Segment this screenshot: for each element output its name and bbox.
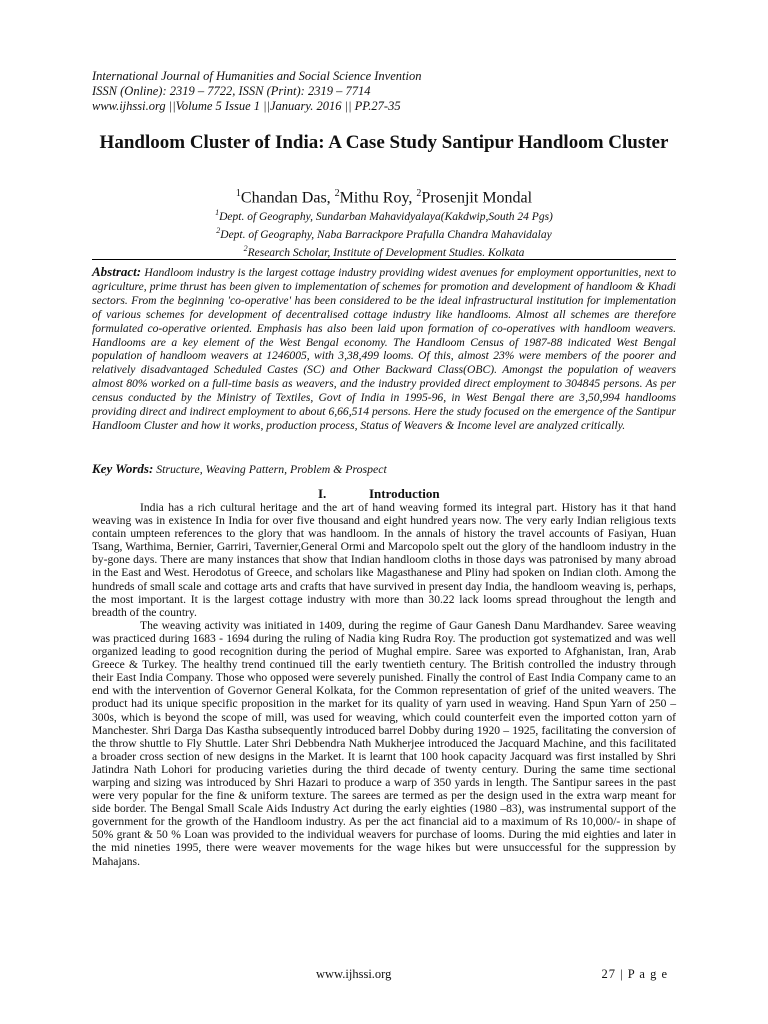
affiliation-list <box>80 206 688 260</box>
journal-header <box>92 69 692 114</box>
keywords-text: Structure, Weaving Pattern, Problem & Prospect <box>156 462 387 476</box>
abstract-text: Handloom industry is the largest cottage industry providing widest avenues for employment opportunities, next to agriculture, prime thrust has been given to implementation of schemes for promotion and development of handloom & Khadi sectors. From the beginning 'co-operative' has been considered to be the ideal infrastructural institution for implementation of various schemes for development of decentralised cottage industry like handlooms. Almost all schemes are therefore formulated co-operative oriented. Emphasis has also been laid upon formation of co-operatives with handloom weavers. Handlooms are a key element of the West Bengal economy. The Handloom Census of 1987-88 indicated West Bengal population of handloom weavers at 1246005, with 3,38,499 looms. Of this, almost 23% were members of the poorer and relatively disadvantaged Scheduled Castes (SC) and Other Backward Class(OBC). Amongst the population of weavers almost 80% worked on a full-time basis as weavers, and the industry provided direct employment to 304845 persons. As per census conducted by the Ministry of Textiles, Govt of India in 1995-96, in West Bengal there are 3,50,994 handlooms providing direct and indirect employment to about 6,66,514 persons. Here the study focused on the emergence of the Santipur Handloom Cluster and how it works, production process, Status of Weavers & Income level are analyzed critically. <box>92 266 677 432</box>
keywords-label: Key Words: <box>92 461 154 476</box>
author-name: Prosenjit Mondal <box>421 189 533 207</box>
paragraph: India has a rich cultural heritage and the art of hand weaving formed its integral part. History has it that hand weaving was in existence In India for over five thousand and eight hundred years now. The very early Indian religious texts contain umpteen references to the glory that was handloom. In the annals of history the travel accounts of Fasiyan, Huan Tsang, Warthima, Bernier, Garriri, Tavernier,General Ormi and Marcopolo spelt out the glory of the handloom industry in the by-gone days. There are many instances that show that Indian handloom cloths in those days was patronised by many abroad in the East and West. Herodotus of Greece, and scholars like Magasthanese and Pliny had spoken on Indian cloth. Among the hundreds of small scale and cottage arts and crafts that have survived in present day India, the handloom weaving is, perhaps, the most important. It is the largest cottage industry with more than 30.22 lack looms spread throughout the length and breadth of the country. <box>92 501 676 619</box>
journal-issue-info: www.ijhssi.org ||Volume 5 Issue 1 ||January. 2016 || PP.27-35 <box>92 99 401 113</box>
affiliation-mark: 2 <box>243 244 248 254</box>
affiliation-text: Research Scholar, Institute of Development Studies. Kolkata <box>247 246 525 259</box>
keywords <box>92 462 676 476</box>
section-number: I. <box>318 486 327 501</box>
affiliation-mark: 1 <box>215 208 220 217</box>
paper-title: Handloom Cluster of India: A Case Study Santipur Handloom Cluster <box>99 132 669 153</box>
affiliation-text: Dept. of Geography, Naba Barrackpore Prafulla Chandra Mahavidalay <box>220 228 552 241</box>
body-text <box>92 501 676 868</box>
header-divider <box>92 259 676 260</box>
affiliation-text: Dept. of Geography, Sundarban Mahavidyalaya(Kakdwip,South 24 Pgs) <box>219 210 553 223</box>
author-name: Mithu Roy, <box>339 189 417 207</box>
page-footer <box>92 967 676 983</box>
page-number: 27 | P a g e <box>601 967 668 981</box>
section-title: Introduction <box>369 486 440 501</box>
author-name: Chandan Das, <box>240 189 335 207</box>
journal-name: International Journal of Humanities and Social Science Invention <box>92 69 422 83</box>
journal-issn: ISSN (Online): 2319 – 7722, ISSN (Print): 2319 – 7714 <box>92 84 371 98</box>
abstract-label: Abstract: <box>92 264 142 279</box>
author-affil-mark: 2 <box>416 188 422 199</box>
affiliation <box>80 242 688 260</box>
paragraph: The weaving activity was initiated in 1409, during the regime of Gaur Ganesh Danu Mardhandev. Saree weaving was practiced during 1683 - 1694 during the ruling of Nadia king Rudra Roy. The production got systematized and was well organized leading to good recognition during the period of Mughal empire. Saree was exported to Afghanistan, Iran, Arab Greece & Turkey. The healthy trend continued till the early twentieth century. The British controlled the industry through their East India Company. Those who opposed were severely punished. Finally the control of East India Company came to an end with the intervention of Governor General Kolkata, for the Common representation of grief of the united weavers. The product had its unique specific proposition in the market for its quality of yarn used in weaving. Hand Spun Yarn of 250 – 300s, which is beyond the scope of mill, was used for weaving, which could counterfeit even the imported cotton yarn of Manchester. Shri Darga Das Kastha subsequently introduced barrel Dobby during 1920 – 1925, facilitating the conversion of the throw shuttle to Fly Shuttle. Later Shri Debbendra Nath Mukherjee introduced the Jacquard Machine, and this facilitated a broader cross section of new designs in the Market. It is learnt that 100 hook capacity Jacquard was first installed by Shri Jatindra Nath Lohori for producing varieties during the third decade of twenty century. During the same time sectional warping and sizing was introduced by Shri Hazari to produce a warp of 350 yards in length. The Santipur sarees in the past were very popular for the fine & uniform texture. The sarees are termed as per the design used in the extra warp meant for side border. The Bengal Small Scale Aids Industry Act during the early eighties (1980 –83), was instrumental support of the government for the growth of the Handloom industry. As per the act financial aid to a maximum of Rs 10,000/- in shape of 50% grant & 50 % Loan was provided to the individual weavers for purchase of looms. During the mid eighties and later in the mid nineties 1995, there were weaver movements for the wage hikes but were unsuccessful for the suppression by Mahajans. <box>92 618 676 868</box>
author-affil-mark: 2 <box>334 188 340 199</box>
affiliation <box>80 206 688 224</box>
footer-website: www.ijhssi.org <box>316 967 392 981</box>
affiliation <box>80 224 688 242</box>
abstract <box>92 265 676 433</box>
author-list <box>80 184 688 208</box>
affiliation-mark: 2 <box>216 226 221 236</box>
author-affil-mark: 1 <box>235 188 241 199</box>
